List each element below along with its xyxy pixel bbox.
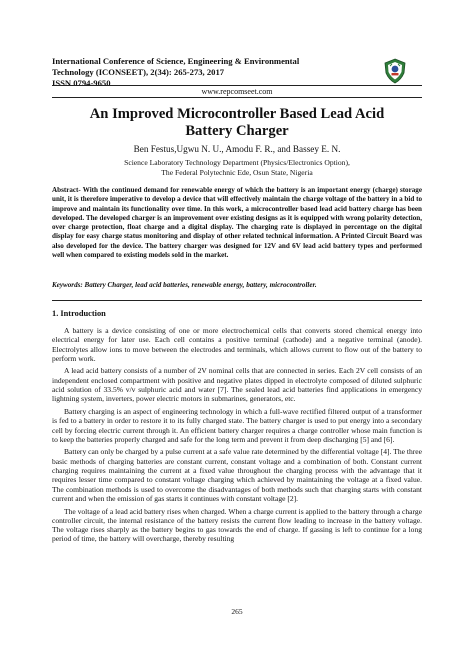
affiliation: [52, 158, 422, 178]
paragraph: A battery is a device consisting of one or more electrochemical cells that converts stored chemical energy into electrical energy for later use. Each cell contains a positive terminal (cathode) and a negative terminal (anode). Electrolytes allow ions to move between the electrodes and terminals, which allows current to flow out of the battery to perform work.: [52, 326, 422, 363]
header-rule-bottom: [52, 97, 422, 98]
introduction-body: [52, 326, 422, 547]
section-rule: [52, 300, 422, 301]
paper-title-line1: An Improved Microcontroller Based Lead Acid: [89, 106, 385, 122]
paragraph: The voltage of a lead acid battery rises when charged. When a charge current is applied to the battery through a charge controller circuit, the internal resistance of the battery resists the current flow leading to increase in the battery voltage. The voltage rises sharply as the battery begins to gas towards the end of charge. If gassing is left to continue for a long period of time, the battery will overcharge, thereby resulting: [52, 506, 422, 544]
header-rule-top: [52, 85, 422, 86]
abstract: Abstract- With the continued demand for renewable energy of which the battery is an important energy (charge) storage unit, it is therefore imperative to develop a device that will effectively maintain the charge voltage of the battery in a bid to improve and maintain its functionality over time. In this work, a microcontroller based lead acid battery charge has been developed. The developed charger is an improvement over existing designs as it is equipped with wrong polarity detection, over charge protection, float charge and a digital display. The charging rate is displayed in percentage on the digital display for easy charge status monitoring and display of other related technical information. A Printed Circuit Board was also developed for the device. The battery charger was designed for 12V and 6V lead acid battery types and performed well when compared to existing models sold in the market.: [52, 186, 422, 260]
website-url: www.repcomseet.com: [201, 87, 273, 96]
paper-title-line2: Battery Charger: [185, 123, 289, 139]
paragraph: Battery can only be charged by a pulse current at a safe value rate determined by the differential voltage [4]. The three basic methods of charging batteries are constant current, constant voltage and a combination of both. Constant current charging requires maintaining the current at a fixed value throughout the charging process with the advantage that it requires lesser time compared to constant voltage charging which achieved by maintaining the voltage at a fixed value. The combination methods is used to overcome the disadvantages of both methods such that charging starts with constant current and when the emission of gas starts it continues with constant voltage [2].: [52, 447, 422, 503]
journal-seal-icon: [383, 58, 407, 84]
paper-title: [52, 106, 422, 140]
affiliation-line2: The Federal Polytechnic Ede, Osun State, Nigeria: [161, 168, 313, 177]
issn: ISSN 0794-9650: [52, 78, 111, 88]
conference-name-line2: Technology (ICONSEET), 2(34): 265-273, 2017: [52, 67, 225, 77]
paragraph: Battery charging is an aspect of engineering technology in which a full-wave rectified filtered output of a transformer is fed to a battery in order to restore it to its fully charged state. The battery charger is used to put energy into a secondary cell by forcing electric current through it. An efficient battery charger requires a charge controller whose main function is to keep the batteries properly charged and safe for the long term and prevent it from deep discharging [5] and [6].: [52, 406, 422, 444]
affiliation-line1: Science Laboratory Technology Department (Physics/Electronics Option),: [124, 158, 350, 167]
keywords: Keywords: Battery Charger, lead acid batteries, renewable energy, battery, microcontroller.: [52, 281, 317, 289]
page-number: 265: [231, 607, 243, 616]
paragraph: A lead acid battery consists of a number of 2V nominal cells that are connected in series. Each 2V cell consists of an independent enclosed compartment with positive and negative plates dipped in electrolyte composed of diluted sulphuric acid solution of 33.5% v/v sulphuric acid and water [7]. The sealed lead acid batteries find applications in emergency lightning system, inverters, power electric motors in submarines, generators, etc.: [52, 366, 422, 404]
conference-name-line1: International Conference of Science, Engineering & Environmental: [52, 56, 300, 66]
section-heading-introduction: 1. Introduction: [52, 309, 106, 318]
authors: Ben Festus,Ugwu N. U., Amodu F. R., and Bassey E. N.: [133, 144, 341, 154]
